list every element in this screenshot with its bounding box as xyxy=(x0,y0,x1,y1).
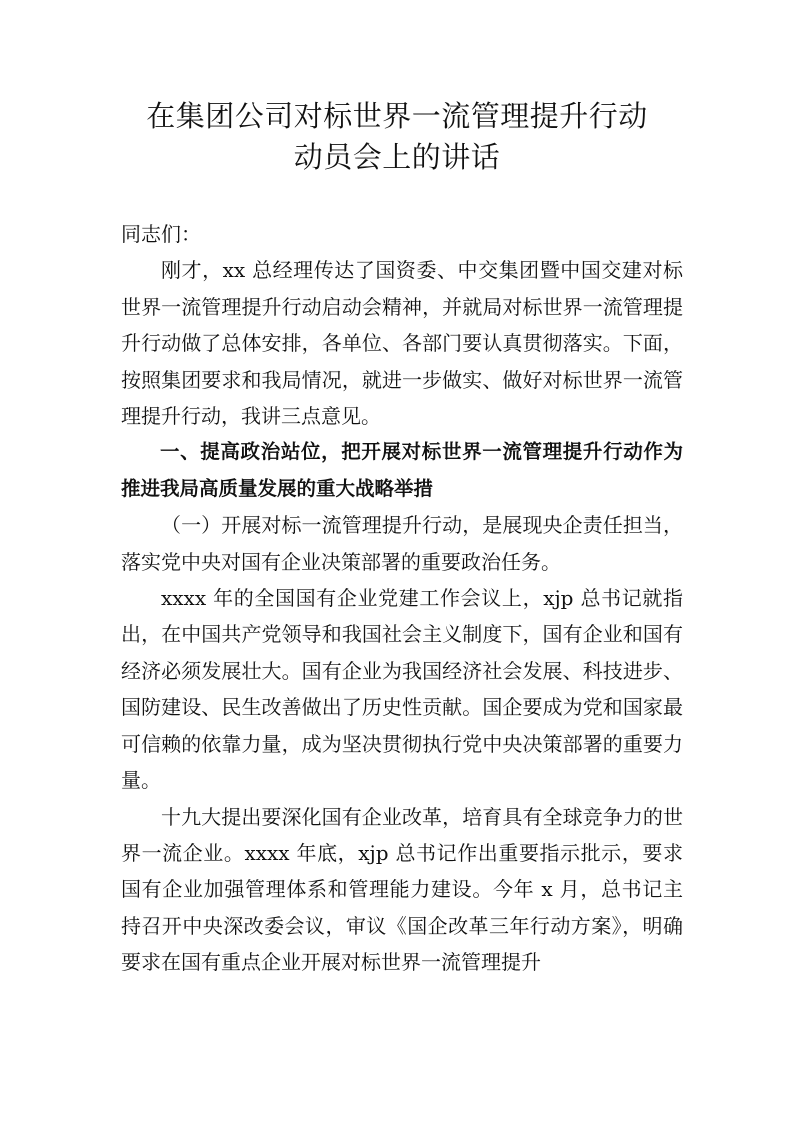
paragraph-intro: 刚才，xx 总经理传达了国资委、中交集团暨中国交建对标世界一流管理提升行动启动会精神，并就局对标世界一流管理提升行动做了总体安排，各单位、各部门要认真贯彻落实。下面，按照集团要求和我局情况，就进一步做实、做好对标世界一流管理提升行动，我讲三点意见。 xyxy=(121,258,683,429)
subsection-heading-1: （一）开展对标一流管理提升行动，是展现央企责任担当，落实党中央对国有企业决策部署的重要政治任务。 xyxy=(121,513,683,574)
document-title-line-1: 在集团公司对标世界一流管理提升行动 xyxy=(146,99,648,133)
section-heading-1: 一、提高政治站位，把开展对标世界一流管理提升行动作为推进我局高质量发展的重大战略举措 xyxy=(121,440,683,500)
paragraph-body-2: 十九大提出要深化国有企业改革，培育具有全球竞争力的世界一流企业。xxxx 年底，xjp 总书记作出重要指示批示，要求国有企业加强管理体系和管理能力建设。今年 x 月，总书记主持召开中央深改委会议，审议《国企改革三年行动方案》，明确要求在国有重点企业开展对标世界一流管理提升 xyxy=(121,804,683,975)
document-title-line-2: 动员会上的讲话 xyxy=(293,140,501,174)
document-body xyxy=(121,216,683,981)
paragraph-body-1: xxxx 年的全国国有企业党建工作会议上，xjp 总书记就指出，在中国共产党领导和我国社会主义制度下，国有企业和国有经济必须发展壮大。国有企业为我国经济社会发展、科技进步、国防建设、民生改善做出了历史性贡献。国企要成为党和国家最可信赖的依靠力量，成为坚决贯彻执行党中央决策部署的重要力量。 xyxy=(121,586,683,793)
salutation: 同志们： xyxy=(121,222,201,246)
